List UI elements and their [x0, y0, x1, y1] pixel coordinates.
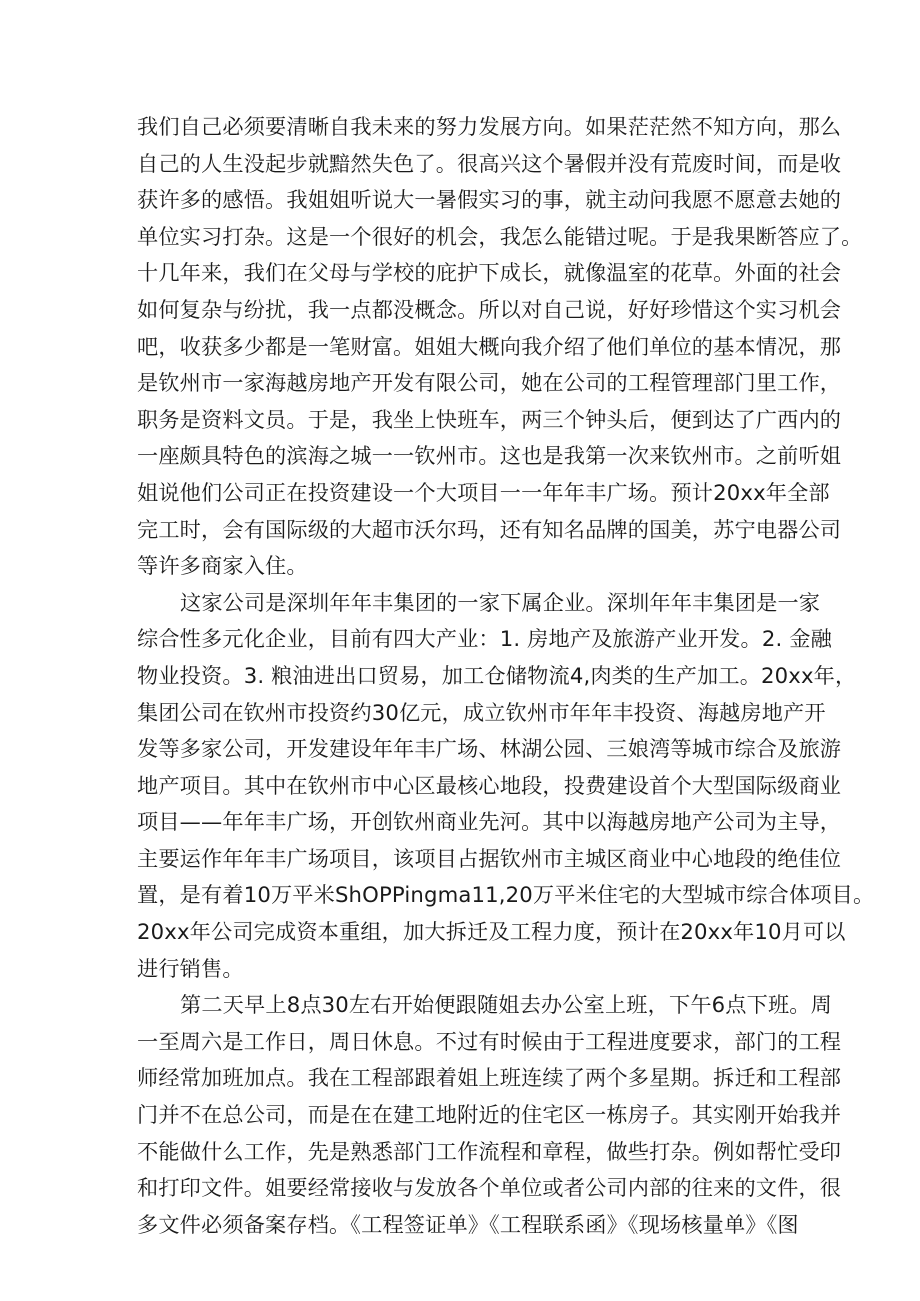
- line-text: 这家公司是深圳年年丰集团的一家下属企业。深圳年年丰集团是一家: [180, 589, 821, 615]
- line-text: 获许多的感悟。我姐姐听说大一暑假实习的事，就主动问我愿不愿意去她的: [137, 187, 842, 213]
- text-line: [137, 1134, 842, 1171]
- text-line: [137, 877, 875, 914]
- line-text: 一至周六是工作日，周日休息。不过有时候由于工程进度要求，部门的工程: [137, 1028, 842, 1054]
- line-text: 地产项目。其中在钦州市中心区最核心地段，投费建设首个大型国际级商业: [137, 772, 842, 798]
- text-line: [137, 109, 842, 146]
- line-text: 20xx年公司完成资本重组，加大拆迁及工程力度，预计在20xx年10月可以: [137, 919, 846, 945]
- text-line: [137, 219, 863, 256]
- paragraph-2: [137, 585, 875, 988]
- text-line: [137, 658, 857, 695]
- line-text: 门并不在总公司，而是在在建工地附近的住宅区一栋房子。其实刚开始我并: [137, 1102, 842, 1128]
- line-text: 物业投资。3. 粮油进出口贸易，加工仓储物流4,肉类的生产加工。20xx年，: [137, 662, 857, 688]
- text-line: [137, 146, 842, 183]
- text-line: [137, 1207, 799, 1244]
- line-text: 综合性多元化企业，目前有四大产业：1. 房地产及旅游产业开发。2. 金融: [137, 626, 832, 652]
- text-line: [137, 1170, 842, 1207]
- line-text: 自己的人生没起步就黯然失色了。很高兴这个暑假并没有荒废时间，而是收: [137, 150, 842, 176]
- paragraph-3: [137, 987, 842, 1243]
- line-text: 完工时，会有国际级的大超市沃尔玛，还有知名品牌的国美，苏宁电器公司: [137, 516, 842, 542]
- text-line: [137, 951, 787, 988]
- text-line: [137, 329, 842, 366]
- text-line: [137, 475, 830, 512]
- line-text: 我们自己必须要清晰自我未来的努力发展方向。如果茫茫然不知方向，那么: [137, 114, 842, 139]
- line-text: 单位实习打杂。这是一个很好的机会，我怎么能错过呢。于是我果断答应了。: [137, 223, 863, 249]
- line-text: 项目——年年丰广场，开创钦州商业先河。其中以海越房地产公司为主导，: [137, 809, 842, 835]
- text-line: [137, 182, 842, 219]
- text-line: [137, 768, 842, 805]
- text-line: [137, 731, 842, 768]
- line-text: 如何复杂与纷扰，我一点都没概念。所以对自己说，好好珍惜这个实习机会: [137, 296, 842, 322]
- line-text: 集团公司在钦州市投资约30亿元，成立钦州市年年丰投资、海越房地产开: [137, 699, 826, 725]
- line-text: 置，是有着10万平米ShOPPingma11,20万平米住宅的大型城市综合体项目。: [137, 882, 875, 908]
- line-text: 第二天早上8点30左右开始便跟随姐去办公室上班，下午6点下班。周: [180, 992, 832, 1018]
- text-line: [137, 841, 842, 878]
- line-text: 十几年来，我们在父母与学校的庇护下成长，就像温室的花草。外面的社会: [137, 260, 842, 286]
- line-text: 主要运作年年丰广场项目，该项目占据钦州市主城区商业中心地段的绝佳位: [137, 845, 842, 871]
- text-line: [137, 365, 842, 402]
- text-line: [137, 512, 842, 549]
- line-text: 吧，收获多少都是一笔财富。姐姐大概向我介绍了他们单位的基本情况，那: [137, 333, 842, 359]
- text-line: [137, 402, 842, 439]
- text-line: [137, 621, 832, 658]
- document-page: [137, 109, 875, 1243]
- text-line: [137, 1024, 842, 1061]
- text-line: [137, 1060, 842, 1097]
- text-line: [137, 255, 842, 292]
- text-line: [137, 548, 787, 585]
- line-text: 职务是资料文员。于是，我坐上快班车，两三个钟头后，便到达了广西内的: [137, 406, 842, 432]
- text-line: [137, 292, 842, 329]
- text-line: [137, 695, 826, 732]
- text-line: [137, 585, 821, 622]
- text-line: [137, 914, 846, 951]
- line-text: 进行销售。: [137, 955, 244, 981]
- text-line: [137, 987, 832, 1024]
- line-text: 多文件必须备案存档。《工程签证单》《工程联系函》《现场核量单》《图: [137, 1211, 799, 1237]
- text-line: [137, 804, 842, 841]
- line-text: 姐说他们公司正在投资建设一个大项目一一年年丰广场。预计20xx年全部: [137, 479, 830, 505]
- line-text: 师经常加班加点。我在工程部跟着姐上班连续了两个多星期。拆迁和工程部: [137, 1065, 842, 1091]
- line-text: 一座颇具特色的滨海之城一一钦州市。这也是我第一次来钦州市。之前听姐: [137, 443, 842, 469]
- text-line: [137, 438, 842, 475]
- line-text: 是钦州市一家海越房地产开发有限公司，她在公司的工程管理部门里工作，: [137, 370, 842, 396]
- text-line: [137, 1097, 842, 1134]
- paragraph-1: [137, 109, 863, 585]
- line-text: 等许多商家入住。: [137, 553, 308, 579]
- line-text: 和打印文件。姐要经常接收与发放各个单位或者公司内部的往来的文件，很: [137, 1175, 842, 1201]
- line-text: 发等多家公司，开发建设年年丰广场、林湖公园、三娘湾等城市综合及旅游: [137, 736, 842, 762]
- line-text: 不能做什么工作，先是熟悉部门工作流程和章程，做些打杂。例如帮忙受印: [137, 1138, 842, 1164]
